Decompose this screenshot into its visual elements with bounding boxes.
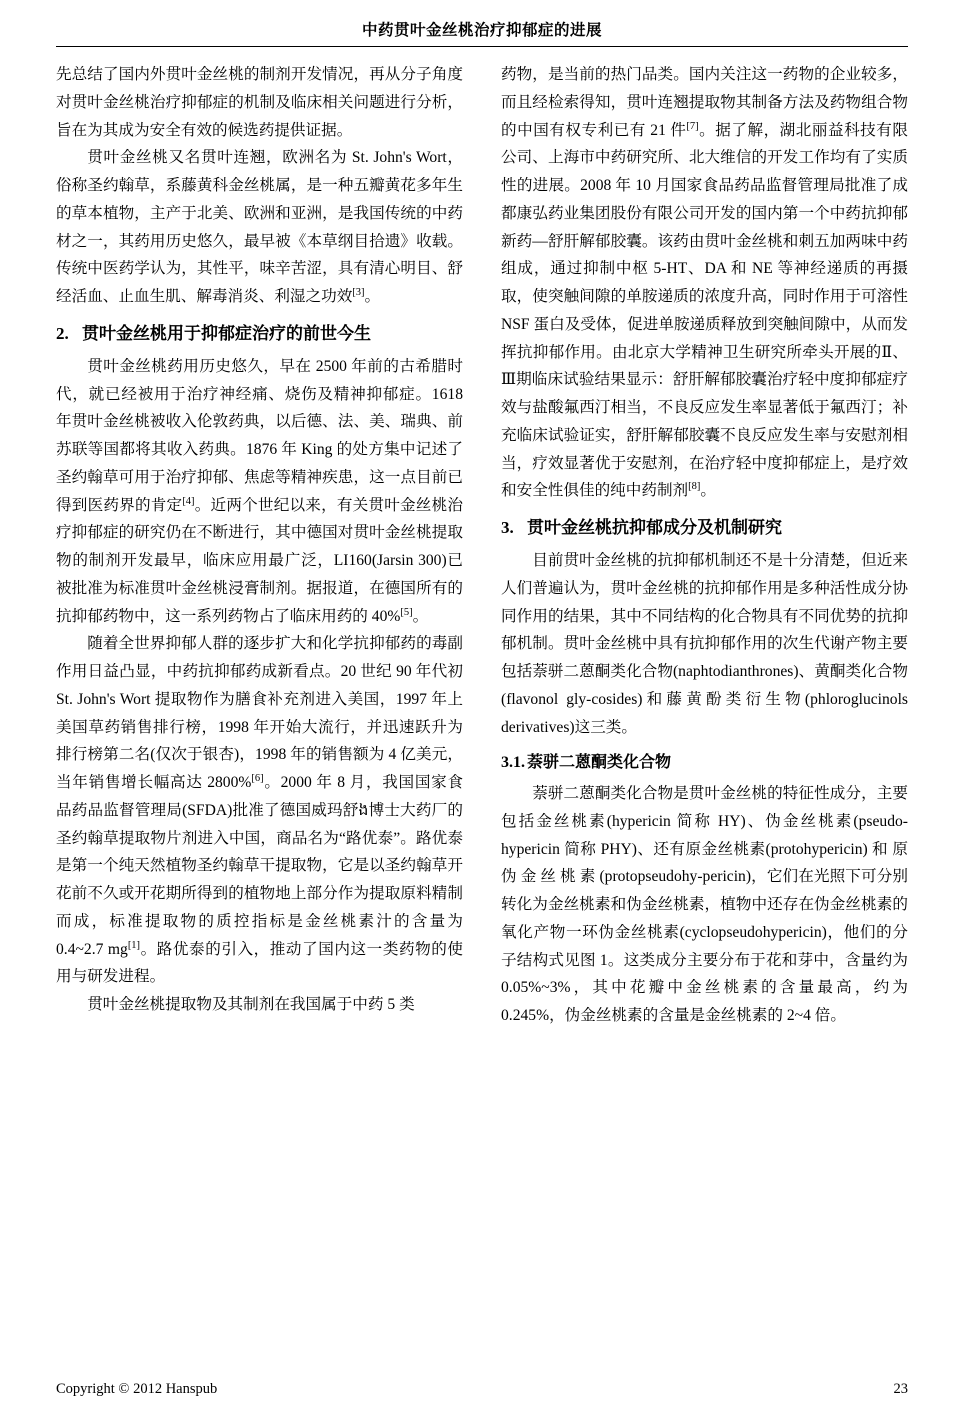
paragraph — [501, 780, 908, 1030]
citation-ref: [1] — [127, 939, 141, 951]
citation-ref: [6] — [251, 773, 264, 784]
paragraph — [501, 61, 908, 505]
paragraph — [56, 353, 463, 631]
citation-ref: [5] — [400, 606, 413, 618]
paragraph-text: 先总结了国内外贯叶金丝桃的制剂开发情况，再从分子角度对贯叶金丝桃治疗抑郁症的机制及临床相关问题进行分析，旨在为其成为安全有效的候选药提供证据。 — [56, 66, 463, 139]
section-heading-3 — [501, 514, 908, 541]
page-footer — [56, 1381, 908, 1398]
header-rule — [56, 46, 908, 47]
section-number: 3. — [501, 518, 514, 537]
section-heading-2 — [56, 320, 463, 347]
copyright-text: Copyright © 2012 Hanspub — [56, 1381, 218, 1397]
section-number: 2. — [56, 323, 69, 343]
paragraph-tail: 。 — [364, 288, 381, 305]
paragraph — [56, 61, 463, 144]
section-title: 贯叶金丝桃抗抑郁成分及机制研究 — [527, 518, 782, 537]
two-column-body — [56, 61, 908, 1333]
section-title: 贯叶金丝桃用于抑郁症治疗的前世今生 — [82, 323, 371, 343]
paragraph — [56, 630, 463, 991]
citation-ref: [8] — [688, 481, 701, 493]
citation-ref: [3] — [352, 286, 365, 298]
paragraph-tail: 。2000 年 8 月，我国国家食品药品监督管理局(SFDA)批准了德国威玛舒ង博士大药厂的圣约翰草提取物片剂进入中国，商品名为“路优泰”。路优泰是第一个纯天然植物圣约翰草干提取物，它是以圣约翰草开花前不久或开花期所得到的植物地上部分作为提取原料精制而成，标准提取物的质控指标是金丝桃素汁的含量为 0.4~2.7 mg — [56, 774, 463, 958]
citation-ref: [7] — [686, 120, 699, 132]
citation-ref: [4] — [182, 495, 195, 507]
paragraph-text: 随着全世界抑郁人群的逐步扩大和化学抗抑郁药的毒副作用日益凸显，中药抗抑郁药成新看点。20 世纪 90 年代初 St. John's Wort 提取物作为膳食补充剂进入美国，1997 年上美国草药销售排行榜，1998 年开始大流行，并迅速跃升为排行榜第二名(仅次于银杏)，1998 年的销售额为 4 亿美元，当年销售增长幅高达 2800% — [56, 635, 463, 792]
paragraph-text: 贯叶金丝桃药用历史悠久，早在 2500 年前的古希腊时代，就已经被用于治疗神经痛、烧伤及精神抑郁症。1618 年贯叶金丝桃被收入伦敦药典，以后德、法、美、瑞典、前苏联等国都将其收入药典。1876 年 King 的处方集中记述了圣约翰草可用于治疗抑郁、焦虑等精神疾患，这一点目前已得到医药界的肯定 — [56, 357, 463, 514]
paragraph-tail: 。 — [412, 607, 429, 625]
paragraph — [56, 991, 463, 1019]
running-head: 中药贯叶金丝桃治疗抑郁症的进展 — [361, 22, 602, 39]
left-column — [56, 61, 463, 1333]
paragraph-tail: 。 — [700, 482, 716, 500]
paragraph-tail: 。路优泰的引入，推动了国内这一类药物的使用与研发进程。 — [56, 940, 463, 986]
right-column — [501, 61, 908, 1333]
paragraph — [56, 144, 463, 311]
paragraph-text: 贯叶金丝桃又名贯叶连翘，欧洲名为 St. John's Wort，俗称圣约翰草，系藤黄科金丝桃属，是一种五瓣黄花多年生的草本植物，主产于北美、欧洲和亚洲，是我国传统的中药材之一，其药用历史悠久，最早被《本草纲目拾遗》收载。传统中医药学认为，其性平，味辛苦涩，具有清心明目、舒经活血、止血生肌、解毒消炎、利湿之功效 — [56, 149, 463, 305]
subsection-heading-3-1 — [501, 750, 908, 776]
paragraph-tail: 。据了解，湖北丽益科技有限公司、上海市中药研究所、北大维信的开发工作均有了实质性的进展。2008 年 10 月国家食品药品监督管理局批准了成都康弘药业集团股份有限公司开发的国内第一个中药抗抑郁新药—舒肝解郁胶囊。该药由贯叶金丝桃和刺五加两味中药组成，通过抑制中枢 5-HT、DA 和 NE 等神经递质的再摄取，使突触间隙的单胺递质的浓度升高，同时作用于可溶性 NSF 蛋白及受体，促进单胺递质释放到突触间隙中，从而发挥抗抑郁作用。由北京大学精神卫生研究所牵头开展的Ⅱ、Ⅲ期临床试验结果显示：舒肝解郁胶囊治疗轻中度抑郁症疗效与盐酸氟西汀相当，不良反应发生率显著低于氟西汀；补充临床试验证实，舒肝解郁胶囊不良反应发生率与安慰剂相当，疗效显著优于安慰剂，在治疗轻中度抑郁症上，是疗效和安全性俱佳的纯中药制剂 — [501, 121, 908, 500]
paragraph-text: 目前贯叶金丝桃的抗抑郁机制还不是十分清楚，但近来人们普遍认为，贯叶金丝桃的抗抑郁作用是多种活性成分协同作用的结果，其中不同结构的化合物具有不同优势的抗抑郁机制。贯叶金丝桃中具有抗抑郁作用的次生代谢产物主要包括萘骈二蒽酮类化合物(naphtodianthrones)、黄酮类化合物(flavonol gly-cosides)和藤黄酚类衍生物(phloroglucinols derivatives)这三类。 — [501, 552, 908, 736]
paragraph-text: 萘骈二蒽酮类化合物是贯叶金丝桃的特征性成分，主要包括金丝桃素(hypericin 简称 HY)、伪金丝桃素(pseudo-hypericin 简称 PHY)、还有原金丝桃素(protohypericin) 和 原 伪 金 丝 桃 素 (protopseudohy-pericin)，它们在光照下可分别转化为金丝桃素和伪金丝桃素，植物中还存在伪金丝桃素的氧化产物一环伪金丝桃素(cyclopseudohypericin)，他们的分子结构式见图 1。这类成分主要分布于花和芽中，含量约为 0.05%~3%，其中花瓣中金丝桃素的含量最高，约为 0.245%，伪金丝桃素的含量是金丝桃素的 2~4 倍。 — [501, 785, 908, 1025]
subsection-title: 萘骈二蒽酮类化合物 — [527, 754, 672, 772]
paragraph — [501, 547, 908, 741]
paragraph-text: 药物，是当前的热门品类。国内关注这一药物的企业较多，而且经检索得知，贯叶连翘提取物其制备方法及药物组合物的中国有权专利已有 21 件 — [501, 66, 908, 139]
page-number: 23 — [893, 1381, 908, 1397]
subsection-number: 3.1. — [501, 754, 525, 772]
paragraph-tail: 。近两个世纪以来，有关贯叶金丝桃治疗抑郁症的研究仍在不断进行，其中德国对贯叶金丝桃提取物的制剂开发最早，临床应用最广泛，LI160(Jarsin 300)已被批准为标准贯叶金丝桃浸膏制剂。据报道，在德国所有的抗抑郁药物中，这一系列药物占了临床用药的 40% — [56, 496, 463, 625]
paragraph-text: 贯叶金丝桃提取物及其制剂在我国属于中药 5 类 — [87, 996, 415, 1014]
